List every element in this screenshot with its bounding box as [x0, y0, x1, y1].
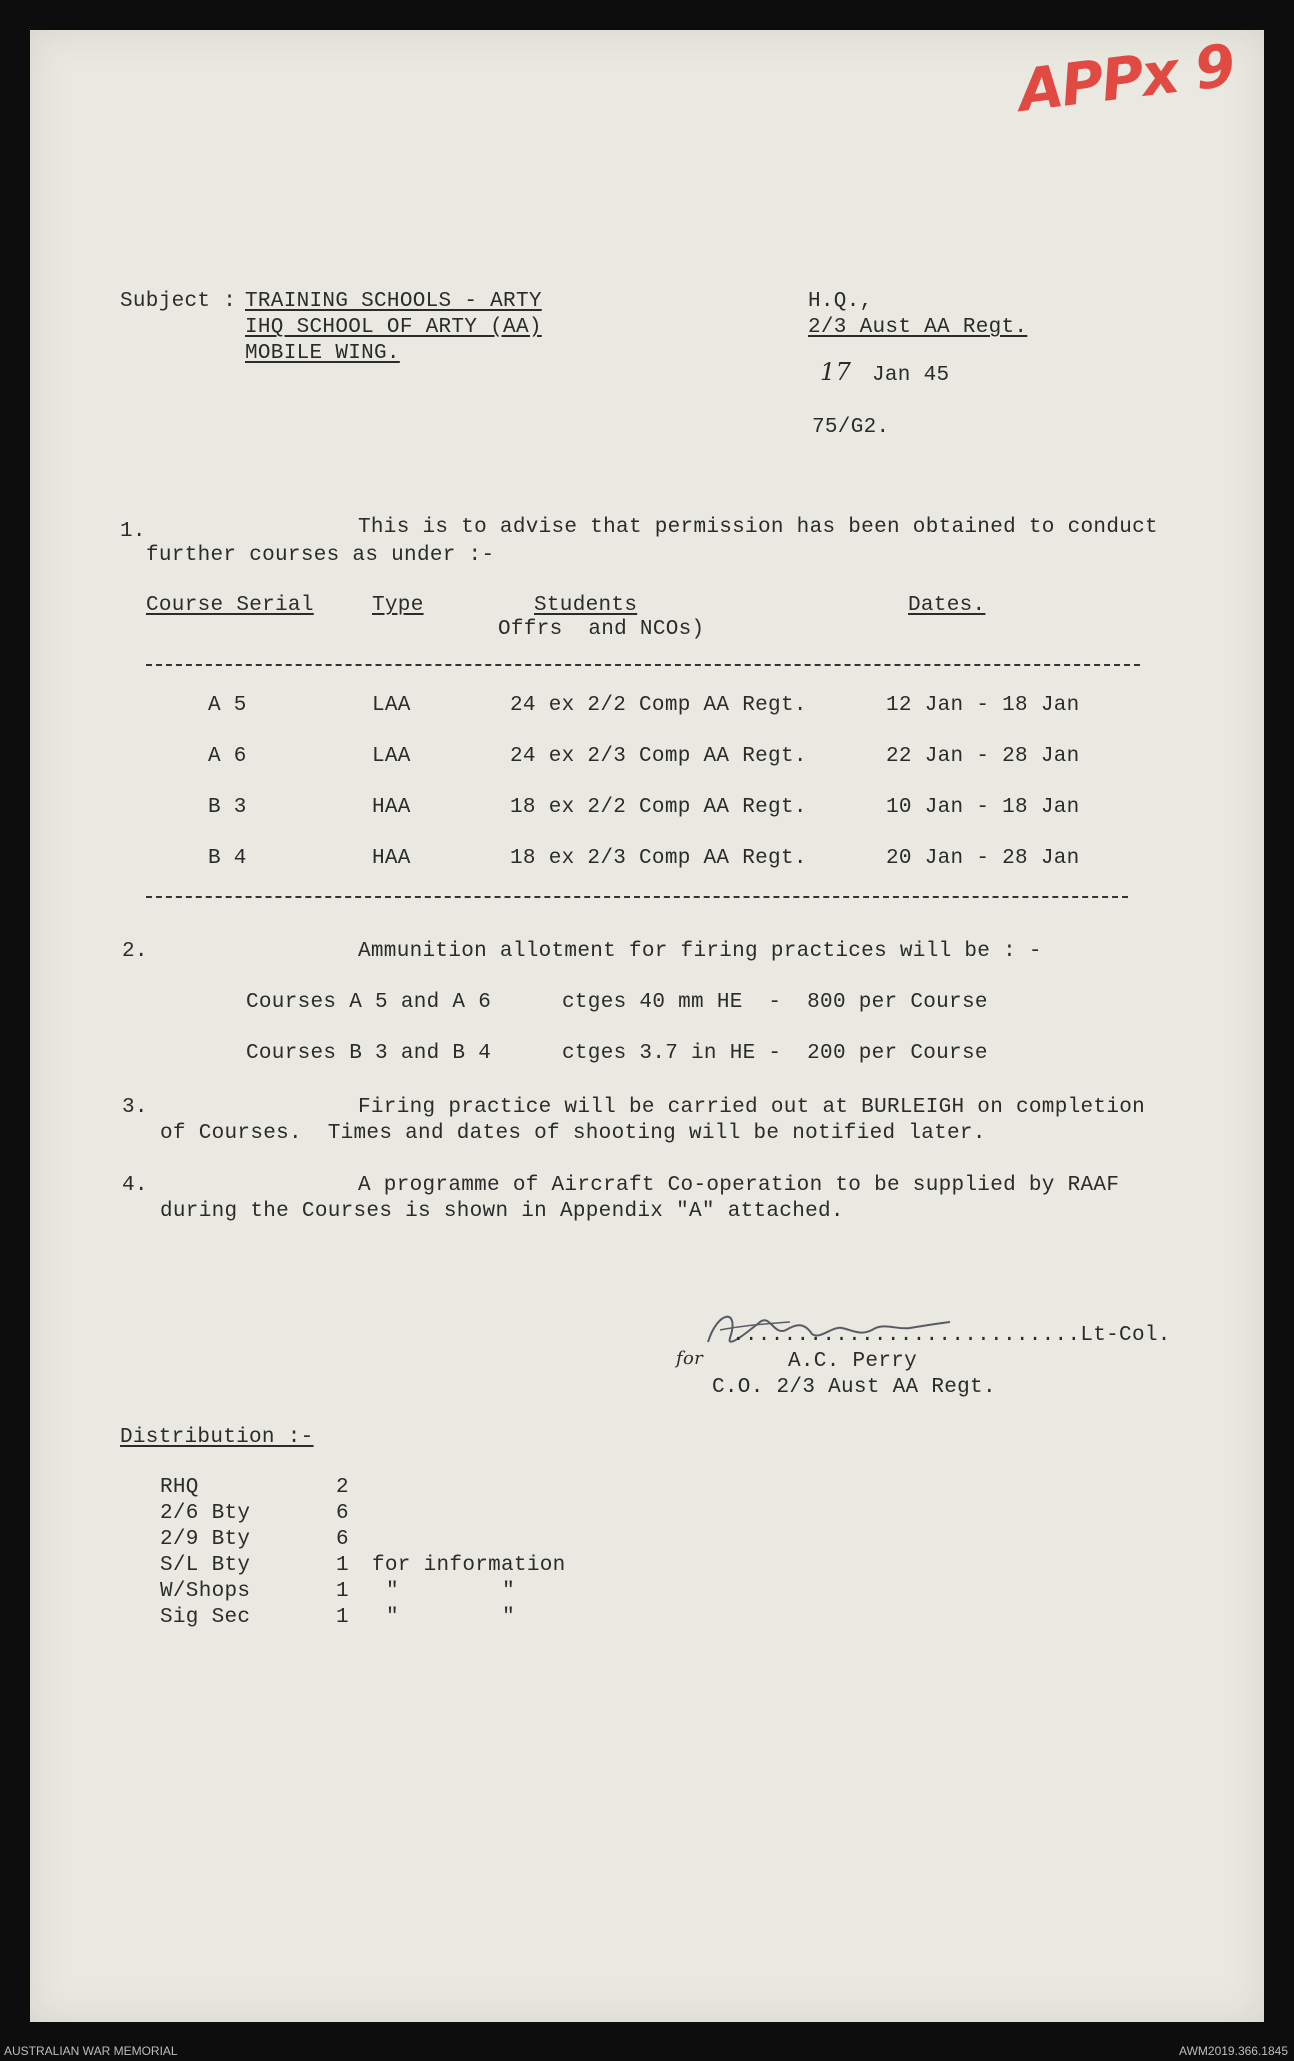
- dist-count-6: 1: [336, 1606, 349, 1629]
- dist-count-4: 1: [336, 1554, 349, 1577]
- footer-source: AUSTRALIAN WAR MEMORIAL: [4, 2044, 178, 2058]
- row1-type: LAA: [372, 694, 411, 717]
- row2-serial: A 6: [208, 745, 247, 768]
- dist-unit-1: RHQ: [160, 1476, 199, 1499]
- signature-rank: ...........................Lt-Col.: [732, 1324, 1171, 1347]
- unit-name: 2/3 Aust AA Regt.: [808, 316, 1028, 339]
- para2-item2-ammo: ctges 3.7 in HE - 200 per Course: [562, 1042, 988, 1065]
- para2-text: Ammunition allotment for firing practices will be : -: [358, 940, 1042, 963]
- para2-item2-courses: Courses B 3 and B 4: [246, 1042, 492, 1065]
- row3-dates: 10 Jan - 18 Jan: [886, 796, 1080, 819]
- row3-students: 18 ex 2/2 Comp AA Regt.: [510, 796, 807, 819]
- para3-line1: Firing practice will be carried out at BURLEIGH on completion: [358, 1096, 1146, 1119]
- subject-line-2: IHQ SCHOOL OF ARTY (AA): [245, 316, 542, 339]
- subject-line-1: TRAINING SCHOOLS - ARTY: [245, 290, 542, 313]
- para2-item1-courses: Courses A 5 and A 6: [246, 991, 492, 1014]
- row3-type: HAA: [372, 796, 411, 819]
- para4-line2: during the Courses is shown in Appendix "A" attached.: [160, 1200, 844, 1223]
- dist-note-4: for information: [372, 1554, 566, 1577]
- row2-type: LAA: [372, 745, 411, 768]
- para1-number: 1.: [120, 520, 146, 543]
- table-rule-top: [146, 664, 1140, 666]
- distribution-label: Distribution :-: [120, 1426, 314, 1449]
- table-rule-bottom: [146, 896, 1128, 898]
- row2-dates: 22 Jan - 28 Jan: [886, 745, 1080, 768]
- date-text: Jan 45: [872, 364, 950, 387]
- subject-line-3: MOBILE WING.: [245, 342, 400, 365]
- header-students-sub: Offrs and NCOs): [498, 618, 705, 641]
- dist-count-1: 2: [336, 1476, 349, 1499]
- dist-unit-4: S/L Bty: [160, 1554, 251, 1577]
- header-dates: Dates.: [908, 594, 986, 617]
- row1-students: 24 ex 2/2 Comp AA Regt.: [510, 694, 807, 717]
- subject-label: Subject :: [120, 290, 237, 313]
- para2-item1-ammo: ctges 40 mm HE - 800 per Course: [562, 991, 988, 1014]
- reference-number: 75/G2.: [812, 416, 890, 439]
- row4-serial: B 4: [208, 847, 247, 870]
- para1-line2: further courses as under :-: [146, 544, 495, 567]
- dist-note-6: " ": [386, 1606, 516, 1629]
- footer-accession: AWM2019.366.1845: [1179, 2044, 1288, 2058]
- row1-dates: 12 Jan - 18 Jan: [886, 694, 1080, 717]
- para3-line2: of Courses. Times and dates of shooting will be notified later.: [160, 1122, 986, 1145]
- header-course-serial: Course Serial: [146, 594, 314, 617]
- document-page: [30, 30, 1264, 2022]
- row1-serial: A 5: [208, 694, 247, 717]
- para2-number: 2.: [122, 940, 148, 963]
- dist-count-5: 1: [336, 1580, 349, 1603]
- para1-line1: This is to advise that permission has been obtained to conduct: [358, 516, 1158, 539]
- dist-count-2: 6: [336, 1502, 349, 1525]
- signature-title: C.O. 2/3 Aust AA Regt.: [712, 1376, 996, 1399]
- para4-line1: A programme of Aircraft Co-operation to be supplied by RAAF: [358, 1174, 1120, 1197]
- header-students: Students: [534, 594, 638, 617]
- row4-type: HAA: [372, 847, 411, 870]
- header-type: Type: [372, 594, 424, 617]
- para3-number: 3.: [122, 1096, 148, 1119]
- appendix-annotation: APPx 9: [1014, 31, 1238, 125]
- row4-students: 18 ex 2/3 Comp AA Regt.: [510, 847, 807, 870]
- date-day-handwritten: 17: [820, 358, 852, 386]
- dist-unit-6: Sig Sec: [160, 1606, 251, 1629]
- dist-count-3: 6: [336, 1528, 349, 1551]
- hq-label: H.Q.,: [808, 290, 873, 313]
- dist-unit-2: 2/6 Bty: [160, 1502, 251, 1525]
- row2-students: 24 ex 2/3 Comp AA Regt.: [510, 745, 807, 768]
- dist-note-5: " ": [386, 1580, 516, 1603]
- signature-initials: for: [676, 1348, 704, 1369]
- signature-name: A.C. Perry: [788, 1350, 918, 1373]
- row3-serial: B 3: [208, 796, 247, 819]
- dist-unit-5: W/Shops: [160, 1580, 251, 1603]
- dist-unit-3: 2/9 Bty: [160, 1528, 251, 1551]
- row4-dates: 20 Jan - 28 Jan: [886, 847, 1080, 870]
- para4-number: 4.: [122, 1174, 148, 1197]
